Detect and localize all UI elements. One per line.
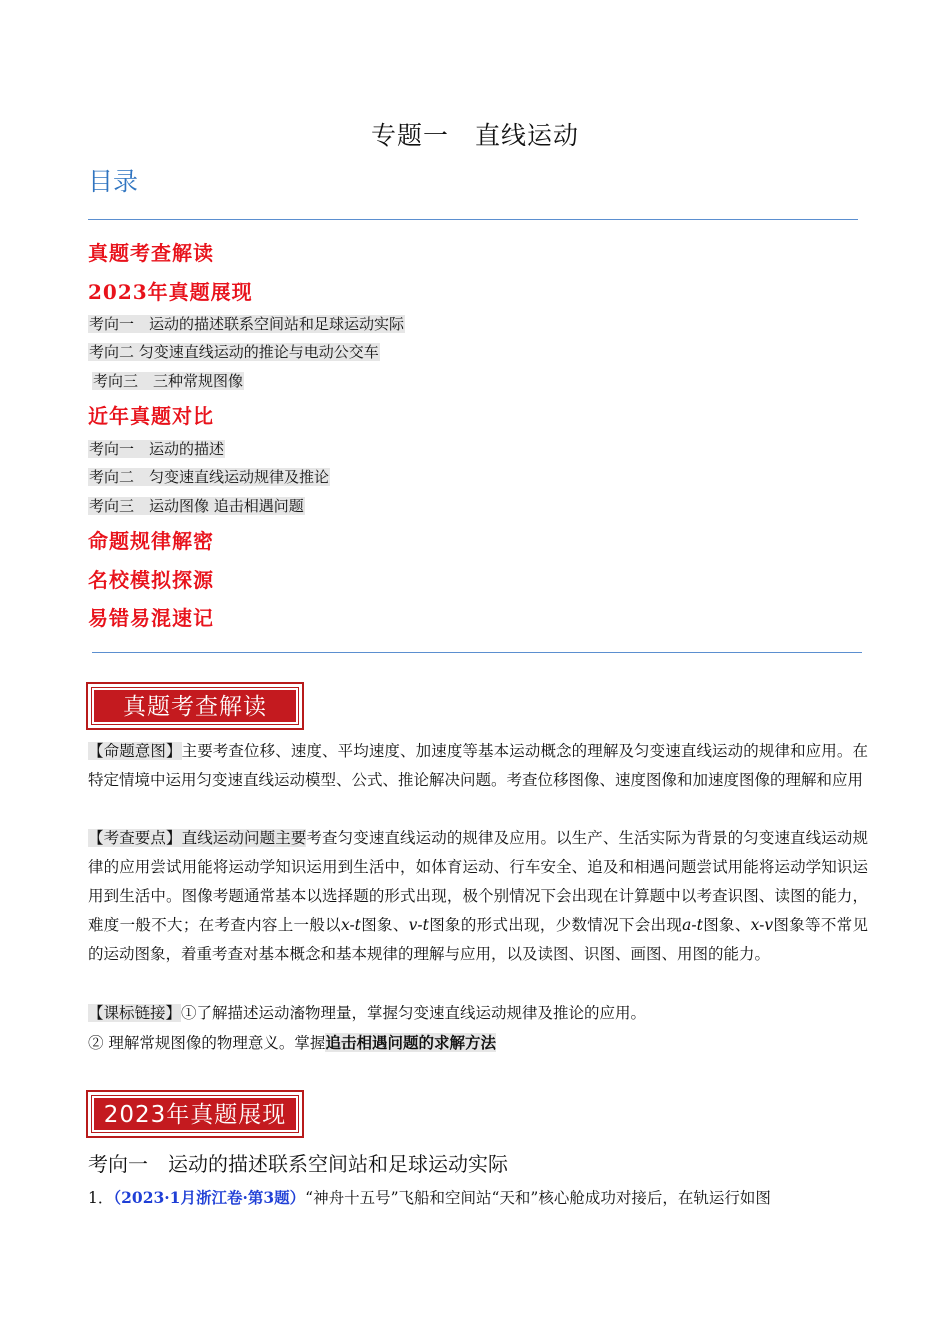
toc-link-section1[interactable]: 真题考查解读 [88, 241, 214, 265]
toc-link-s3-item2[interactable]: 考向二 匀变速直线运动规律及推论 [89, 468, 330, 486]
banner-label: 2023年真题展现 [92, 1096, 298, 1132]
toc-link-section5[interactable]: 名校模拟探源 [88, 568, 214, 592]
toc-link-s2-item2[interactable]: 考向二 匀变速直线运动的推论与电动公交车 [89, 343, 379, 361]
label-intent: 【命题意图】 [88, 742, 182, 760]
intro-paragraph-graphs: ② 理解常规图像的物理意义。掌握追击相遇问题的求解方法 [88, 1033, 496, 1052]
toc-bottom-divider [92, 652, 862, 653]
page-title: 专题一 直线运动 [370, 121, 579, 150]
toc-link-s3-item3[interactable]: 考向三 运动图像 追击相遇问题 [89, 497, 304, 515]
question-source: （2023·1月浙江卷·第3题） [113, 1188, 306, 1207]
section-heading-direction1: 考向一 运动的描述联系空间站和足球运动实际 [88, 1152, 508, 1176]
toc-heading: 目录 [88, 167, 139, 196]
toc-link-section6[interactable]: 易错易混速记 [88, 606, 214, 630]
label-keypoints: 【考查要点】 [88, 829, 182, 847]
toc-link-s3-item1[interactable]: 考向一 运动的描述 [89, 440, 225, 458]
intro-paragraph-intent: 【命题意图】主要考查位移、速度、平均速度、加速度等基本运动概念的理解及匀变速直线运动的规律和应用。在特定情境中运用匀变速直线运动模型、公式、推论解决问题。考查位移图像、速度图像和加速度图像的理解和应用 [88, 742, 868, 789]
label-standards: 【课标链接】 [88, 1004, 182, 1022]
toc-link-section3[interactable]: 近年真题对比 [88, 404, 214, 428]
question-text: “神舟十五号”飞船和空间站“天和”核心舱成功对接后，在轨运行如图 [305, 1189, 771, 1207]
toc-top-divider [88, 219, 858, 220]
toc-link-section2[interactable]: 2023年真题展现 [88, 280, 253, 304]
section-banner-exam-analysis [86, 682, 304, 730]
toc-link-s2-item1[interactable]: 考向一 运动的描述联系空间站和足球运动实际 [89, 315, 405, 333]
banner-label: 真题考查解读 [92, 688, 298, 724]
intro-paragraph-keypoints: 【考查要点】直线运动问题主要考查匀变速直线运动的规律及应用。以生产、生活实际为背景的匀变速直线运动规律的应用尝试用能将运动学知识运用到生活中，如体育运动、行车安全、追及和相遇问题尝试用能将运动学知识运用到生活中。图像考题通常基本以选择题的形式出现，极个别情况下会出现在计算题中以考查识图、读图的能力，难度一般不大；在考查内容上一般以x-t图象、v-t图象的形式出现，少数情况下会出现a-t图象、x-v图象等不常见的运动图象，着重考查对基本概念和基本规律的理解与应用，以及读图、识图、画图、用图的能力。 [88, 829, 868, 963]
intro-paragraph-standards: 【课标链接】①了解描述运动滀物理量，掌握匀变速直线运动规律及推论的应用。 [88, 1004, 647, 1022]
toc-link-section4[interactable]: 命题规律解密 [88, 529, 214, 553]
question-number: 1． [88, 1189, 114, 1207]
section-banner-2023-exams [86, 1090, 304, 1138]
question-1 [88, 1186, 771, 1208]
toc-link-s2-item3[interactable]: 考向三 三种常规图像 [93, 372, 244, 390]
